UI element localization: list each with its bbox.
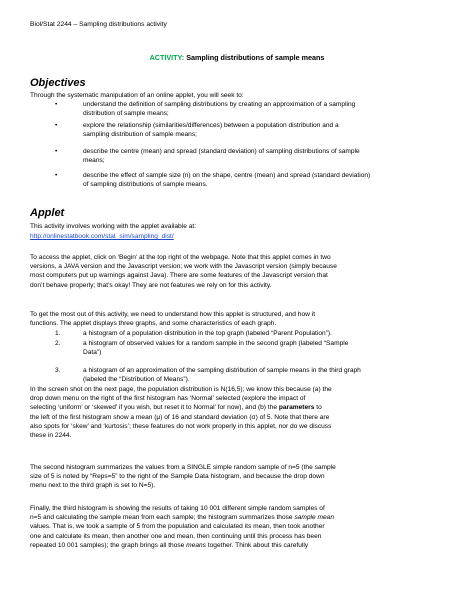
objectives-heading: Objectives <box>30 77 86 89</box>
list-item: 1. a histogram of a population distribution in the top graph (labeled “Parent Population”). <box>55 330 332 337</box>
objectives-intro: Through the systematic manipulation of an online applet, you will seek to: <box>30 92 244 99</box>
applet-link[interactable]: http://onlinestatbook.com/stat_sim/sampling_dist/ <box>30 233 174 240</box>
list-item: 3. a histogram of an approximation of the sampling distribution of sample means in the third graph (labeled the “Distribution of Means”). <box>55 367 361 384</box>
paragraph-access: To access the applet, click on ‘Begin’ at the top right of the webpage. Note that this applet comes in two versions, a JAVA version and the Javascript version; we work with the Javascript version (simply because most computers put up warnings against Java). There are some features of the Javascript version that don’t behave properly; that’s okay! They are not features we rely on for this activity. <box>30 254 337 289</box>
bullet-icon: • <box>55 101 58 108</box>
paragraph-structure: To get the most out of this activity, we need to understand how this applet is structured, and how it functions. The applet displays three graphs, and some characteristics of each graph. <box>30 311 316 328</box>
bullet-icon: • <box>55 172 58 179</box>
objective-item: • describe the effect of sample size (n) on the shape, centre (mean) and spread (standard deviation) of sampling distributions of sample means. <box>55 172 371 189</box>
paragraph-sample: The second histogram summarizes the values from a SINGLE simple random sample of n=5 (the sample size of 5 is noted by “Reps=5” to the right of the Sample Data histogram, and because the drop down menu next to the third graph is set to N=5). <box>30 464 336 490</box>
list-item: 2. a histogram of observed values for a random sample in the second graph (labeled “Sample Data”) <box>55 340 349 357</box>
bullet-icon: • <box>55 122 58 129</box>
paragraph-population: In the screen shot on the next page, the population distribution is N(16,5); we know this because (a) the drop down menu on the right of the first histogram has ‘Normal’ selected (explore the impact of selecting ‘uniform’ or ‘skewed’ if you wish, but reset it to Normal’ for now), and (b) the parameters to the left of the first histogram show a mean (μ) of 16 and standard deviation (σ) of 5. Note that there are also spots for ‘skew’ and ‘kurtosis’; these features do not work properly in this applet, nor do we discuss these in 2244. <box>30 386 332 440</box>
bullet-icon: • <box>55 148 58 155</box>
activity-label: ACTIVITY: <box>149 53 185 62</box>
activity-title-text: Sampling distributions of sample means <box>186 53 325 62</box>
activity-title <box>0 53 474 62</box>
objective-item: • describe the centre (mean) and spread (standard deviation) of sampling distributions of sample means; <box>55 148 360 165</box>
applet-intro: This activity involves working with the applet available at: <box>30 223 197 230</box>
objective-item: • explore the relationship (similarities/differences) between a population distribution and a sampling distribution of sample means; <box>55 122 339 139</box>
objective-item: • understand the definition of sampling distributions by creating an approximation of a sampling distribution of sample means; <box>55 101 356 118</box>
applet-heading: Applet <box>30 207 65 219</box>
paragraph-means: Finally, the third histogram is showing the results of taking 10 001 different simple random samples of n=5 and calculating the sample mean from each sample; the histogram summarizes those sample mean values. That is, we took a sample of 5 from the population and calculated its mean, then took another one and calculate its mean, then another one and mean, then continuing until this process has been repeated 10 001 samples); the graph brings all those means together. Think about this carefully <box>30 505 335 549</box>
page-header: Biol/Stat 2244 – Sampling distributions activity <box>30 21 167 28</box>
